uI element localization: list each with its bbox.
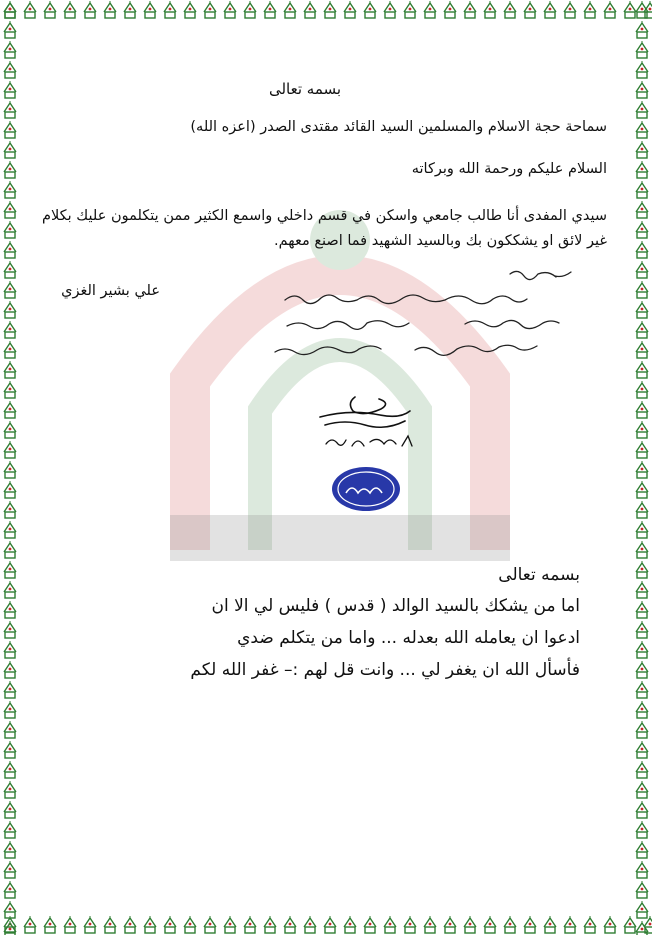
transcription-title: بسمه تعالى — [498, 565, 580, 585]
transcription-line: فأسأل الله ان يغفر لي ... وانت قل لهم :– غفر الله لكم — [190, 660, 580, 680]
letter-basmala: بسمه تعالى — [268, 80, 342, 98]
official-stamp — [330, 465, 402, 513]
watermark-banner — [170, 515, 510, 561]
border-bottom — [0, 915, 652, 935]
transcription-line: ادعوا ان يعامله الله بعدله ... واما من يتكلم ضدي — [237, 628, 580, 648]
letter-greeting: السلام عليكم ورحمة الله وبركاته — [411, 161, 607, 177]
letter-addressee: سماحة حجة الاسلام والمسلمين السيد القائد مقتدى الصدر (اعزه الله) — [190, 119, 607, 135]
letter-sender: علي بشير الغزي — [61, 283, 160, 299]
border-right — [632, 0, 652, 935]
handwritten-date — [320, 430, 420, 452]
letter-body: سيدي المفدى أنا طالب جامعي واسكن في قسم داخلي واسمع الكثير ممن يتكلمون عليك بكلام غير لائق او يشككون بك وبالسيد الشهيد فما اصنع معهم. — [42, 208, 607, 249]
border-left — [0, 0, 20, 935]
border-top — [0, 0, 652, 20]
handwritten-reply — [265, 262, 595, 372]
transcription-line: اما من يشكك بالسيد الوالد ( قدس ) فليس لي الا ان — [211, 596, 580, 616]
